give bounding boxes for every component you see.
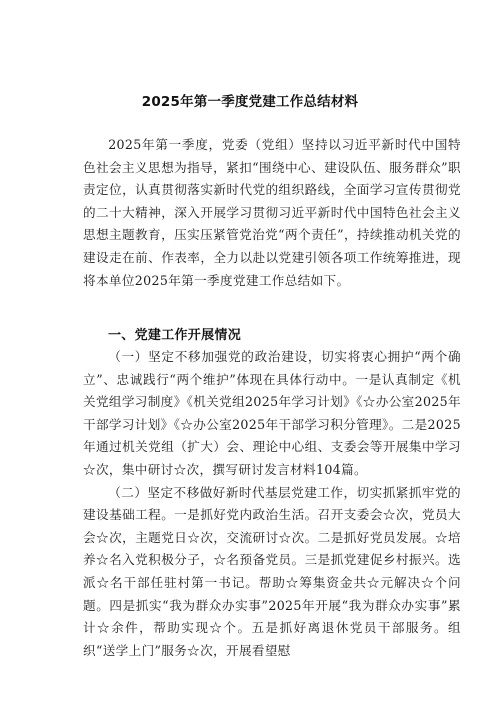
section-heading: 一、党建工作开展情况 — [108, 328, 242, 343]
intro-paragraph: 2025年第一季度，党委（党组）坚持以习近平新时代中国特色社会主义思想为指导，紧扣“围绕中心、建设队伍、服务群众”职责定位，认真贯彻落实新时代党的组织路线，全面学习宣传贯彻党的二十大精神，深入开展学习贯彻习近平新时代中国特色社会主义思想主题教育，压实压紧管党治党“两个责任”，持续推动机关党的建设走在前、作表率，全力以赴以党建引领各项工作统筹推进，现将本单位2025年第一季度党建工作总结如下。 — [83, 137, 461, 288]
section-paragraph-2: （二）坚定不移做好新时代基层党建工作，切实抓紧抓牢党的建设基础工程。一是抓好党内政治生活。召开支委会☆次，党员大会☆次，主题党日☆次，交流研讨☆次。二是抓好党员发展。☆培养☆名入党积极分子，☆名预备党员。三是抓党建促乡村振兴。选派☆名干部任驻村第一书记。帮助☆筹集资金共☆元解决☆个问题。四是抓实“我为群众办实事”2025年开展“我为群众办实事”累计☆余件，帮助实现☆个。五是抓好离退休党员干部服务。组织“送学上门”服务☆次，开展看望慰 — [83, 484, 461, 658]
section-body — [83, 346, 461, 662]
document-title: 2025年第一季度党建工作总结材料 — [141, 94, 359, 110]
section-paragraph-1: （一）坚定不移加强党的政治建设，切实将衷心拥护“两个确立”、忠诚践行“两个维护”体现在具体行动中。一是认真制定《机关党组学习制度》《机关党组2025年学习计划》《☆办公室2025年干部学习计划》《☆办公室2025年干部学习积分管理》。二是2025年通过机关党组（扩大）会、理论中心组、支委会等开展集中学习☆次，集中研讨☆次，撰写研讨发言材料104篇。 — [83, 349, 461, 477]
intro-block — [83, 134, 461, 292]
